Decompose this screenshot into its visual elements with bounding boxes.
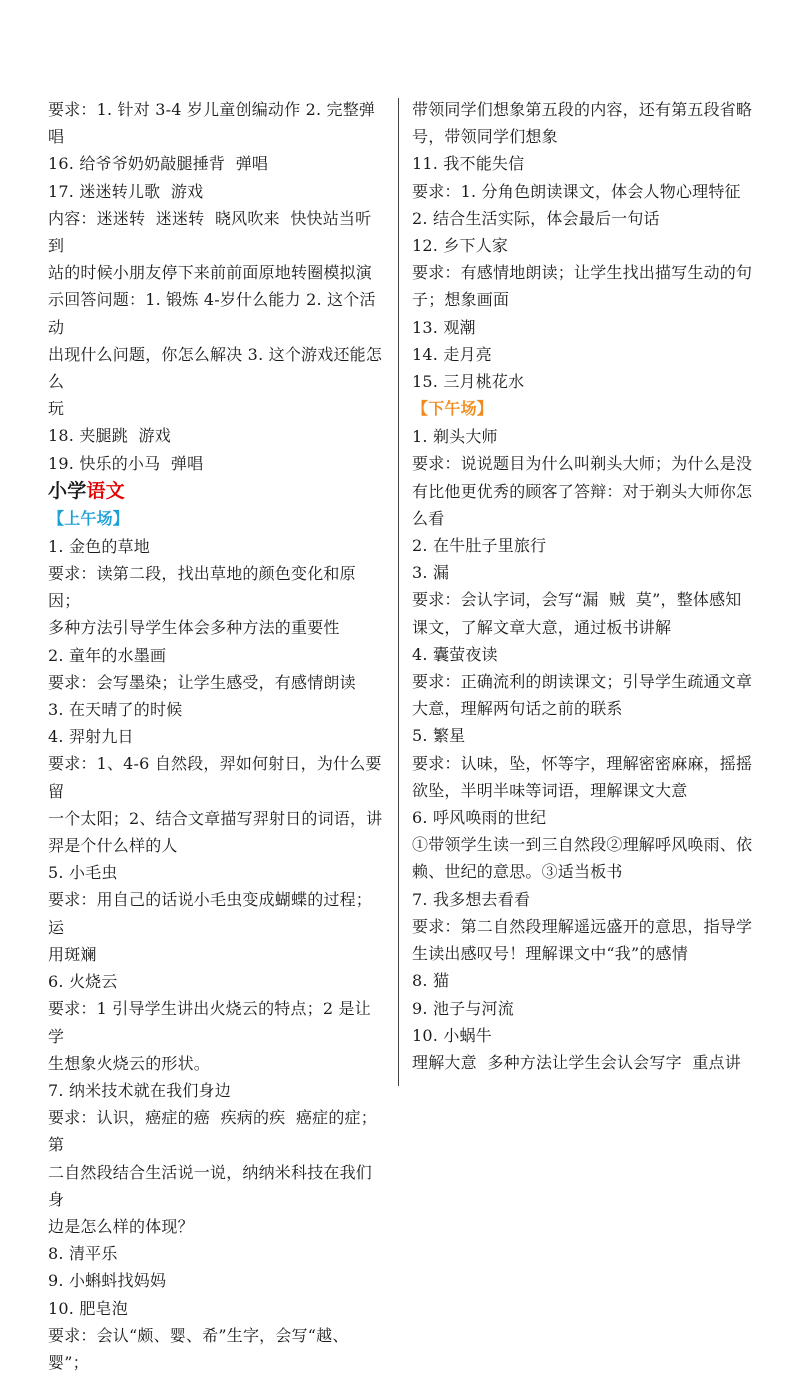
column-divider	[398, 98, 399, 1086]
text-line: 么看	[412, 508, 445, 528]
text-line: 17. 迷迷转儿歌 游戏	[48, 181, 204, 201]
text-line: 欲坠，半明半味等词语，理解课文大意	[412, 780, 688, 800]
text-line: 大意，理解两句话之前的联系	[412, 699, 623, 719]
text-line: 2. 在牛肚子里旅行	[412, 536, 547, 556]
text-line: 要求：正确流利的朗读课文；引导学生疏通文章	[412, 672, 753, 692]
text-line: 1. 金色的草地	[48, 536, 150, 556]
text-line: 要求：会认字词，会写“漏 贼 莫”，整体感知	[412, 590, 742, 610]
text-line: 5. 繁星	[412, 726, 466, 746]
text-line: 18. 夹腿跳 游戏	[48, 426, 171, 446]
text-line: 要求：1 引导学生讲出火烧云的特点；2 是让学	[48, 999, 371, 1046]
text-line: 4. 羿射九日	[48, 727, 134, 747]
section-title-accent: 语文	[86, 479, 125, 502]
text-line: 课文，了解文章大意，通过板书讲解	[412, 617, 672, 637]
text-line: 要求：会认“颇、婴、希”生字，会写“越、婴”；	[48, 1325, 349, 1372]
text-line: 边是怎么样的体现？	[48, 1216, 194, 1236]
right-top-lines	[412, 96, 754, 395]
text-line: 6. 呼风唤雨的世纪	[412, 808, 547, 828]
left-column	[48, 96, 386, 1376]
text-line: 8. 猫	[412, 971, 450, 991]
text-line: 5. 小毛虫	[48, 863, 118, 883]
text-line: 10. 小蜗牛	[412, 1025, 492, 1045]
text-line: 9. 池子与河流	[412, 998, 514, 1018]
text-line: 6. 火烧云	[48, 972, 118, 992]
right-bottom-lines	[412, 423, 754, 1076]
text-line: 出现什么问题，你怎么解决 3. 这个游戏还能怎么	[48, 344, 383, 392]
text-line: 二自然段结合生活说一说，纳纳米科技在我们身	[48, 1162, 373, 1209]
text-line: 14. 走月亮	[412, 344, 492, 364]
text-line: 要求：第二自然段理解遥远盛开的意思，指导学	[412, 916, 753, 936]
right-column	[412, 96, 754, 1076]
text-line: 生读出感叹号！理解课文中“我”的感情	[412, 944, 688, 964]
text-line: 8. 清平乐	[48, 1244, 118, 1264]
text-line: 7. 我多想去看看	[412, 889, 531, 909]
text-line: 要求：认识，癌症的癌 疾病的疾 癌症的症；第	[48, 1108, 377, 1155]
text-line: 要求：用自己的话说小毛虫变成蝴蝶的过程；运	[48, 890, 373, 937]
text-line: 9. 小蝌蚪找妈妈	[48, 1271, 167, 1291]
text-line: 羿是个什么样的人	[48, 836, 178, 856]
text-line: 2. 结合生活实际，体会最后一句话	[412, 208, 660, 228]
text-line: 号，带领同学们想象	[412, 127, 558, 147]
text-line: 13. 观潮	[412, 317, 476, 337]
text-line: 内容：迷迷转 迷迷转 晓风吹来 快快站当听到	[48, 208, 372, 256]
text-line: 理解大意 多种方法让学生会认会写字 重点讲	[412, 1052, 741, 1072]
text-line: 带领同学们想象第五段的内容，还有第五段省略	[412, 100, 753, 119]
text-line: 1. 剃头大师	[412, 427, 498, 447]
text-line: 3. 在天晴了的时候	[48, 700, 183, 720]
text-line: 有比他更优秀的顾客了答辩：对于剃头大师你怎	[412, 481, 753, 501]
text-line: 19. 快乐的小马 弹唱	[48, 453, 204, 473]
afternoon-session-label: 【下午场】	[412, 399, 494, 419]
text-line: 要求：认味，坠，怀等字，理解密密麻麻，摇摇	[412, 753, 753, 773]
text-line: 11. 我不能失信	[412, 154, 525, 174]
text-line: 示回答问题：1. 锻炼 4-岁什么能力 2. 这个活动	[48, 290, 376, 337]
text-line: 2. 童年的水墨画	[48, 645, 167, 665]
text-line: 16. 给爷爷奶奶敲腿捶背 弹唱	[48, 154, 269, 174]
text-line: 12. 乡下人家	[412, 236, 509, 256]
section-title-prefix: 小学	[48, 479, 87, 502]
text-line: 要求：1、4-6 自然段，羿如何射日，为什么要留	[48, 754, 382, 801]
section-title	[48, 477, 386, 505]
text-line: 要求：说说题目为什么叫剃头大师；为什么是没	[412, 454, 753, 474]
text-line: 站的时候小朋友停下来前前面原地转圈模拟演	[48, 263, 373, 283]
text-line: 7. 纳米技术就在我们身边	[48, 1080, 231, 1100]
morning-session-label: 【上午场】	[48, 508, 130, 528]
text-line: 10. 肥皂泡	[48, 1298, 128, 1318]
text-line: 生想象火烧云的形状。	[48, 1053, 211, 1073]
text-line: 用斑斓	[48, 944, 97, 964]
text-line: 要求：会写墨染；让学生感受，有感情朗读	[48, 672, 356, 692]
text-line: 要求：1. 分角色朗读课文，体会人物心理特征	[412, 181, 741, 201]
text-line: 一个太阳；2、结合文章描写羿射日的词语，讲	[48, 808, 383, 828]
text-line: 赖、世纪的意思。③适当板书	[412, 862, 623, 882]
text-line: 要求：读第二段，找出草地的颜色变化和原因；	[48, 564, 356, 611]
text-line: ①带领学生读一到三自然段②理解呼风唤雨、依	[412, 835, 753, 855]
text-line: 3. 漏	[412, 563, 450, 583]
left-top-lines	[48, 96, 386, 477]
text-line: 4. 囊萤夜读	[412, 644, 498, 664]
text-line: 子；想象画面	[412, 290, 510, 310]
text-line: 多种方法引导学生体会多种方法的重要性	[48, 618, 340, 638]
left-bottom-lines	[48, 533, 386, 1376]
text-line: 玩	[48, 399, 65, 419]
text-line: 15. 三月桃花水	[412, 372, 525, 392]
text-line: 要求：有感情地朗读；让学生找出描写生动的句	[412, 263, 753, 283]
text-line: 要求：1. 针对 3-4 岁儿童创编动作 2. 完整弹唱	[48, 100, 376, 147]
